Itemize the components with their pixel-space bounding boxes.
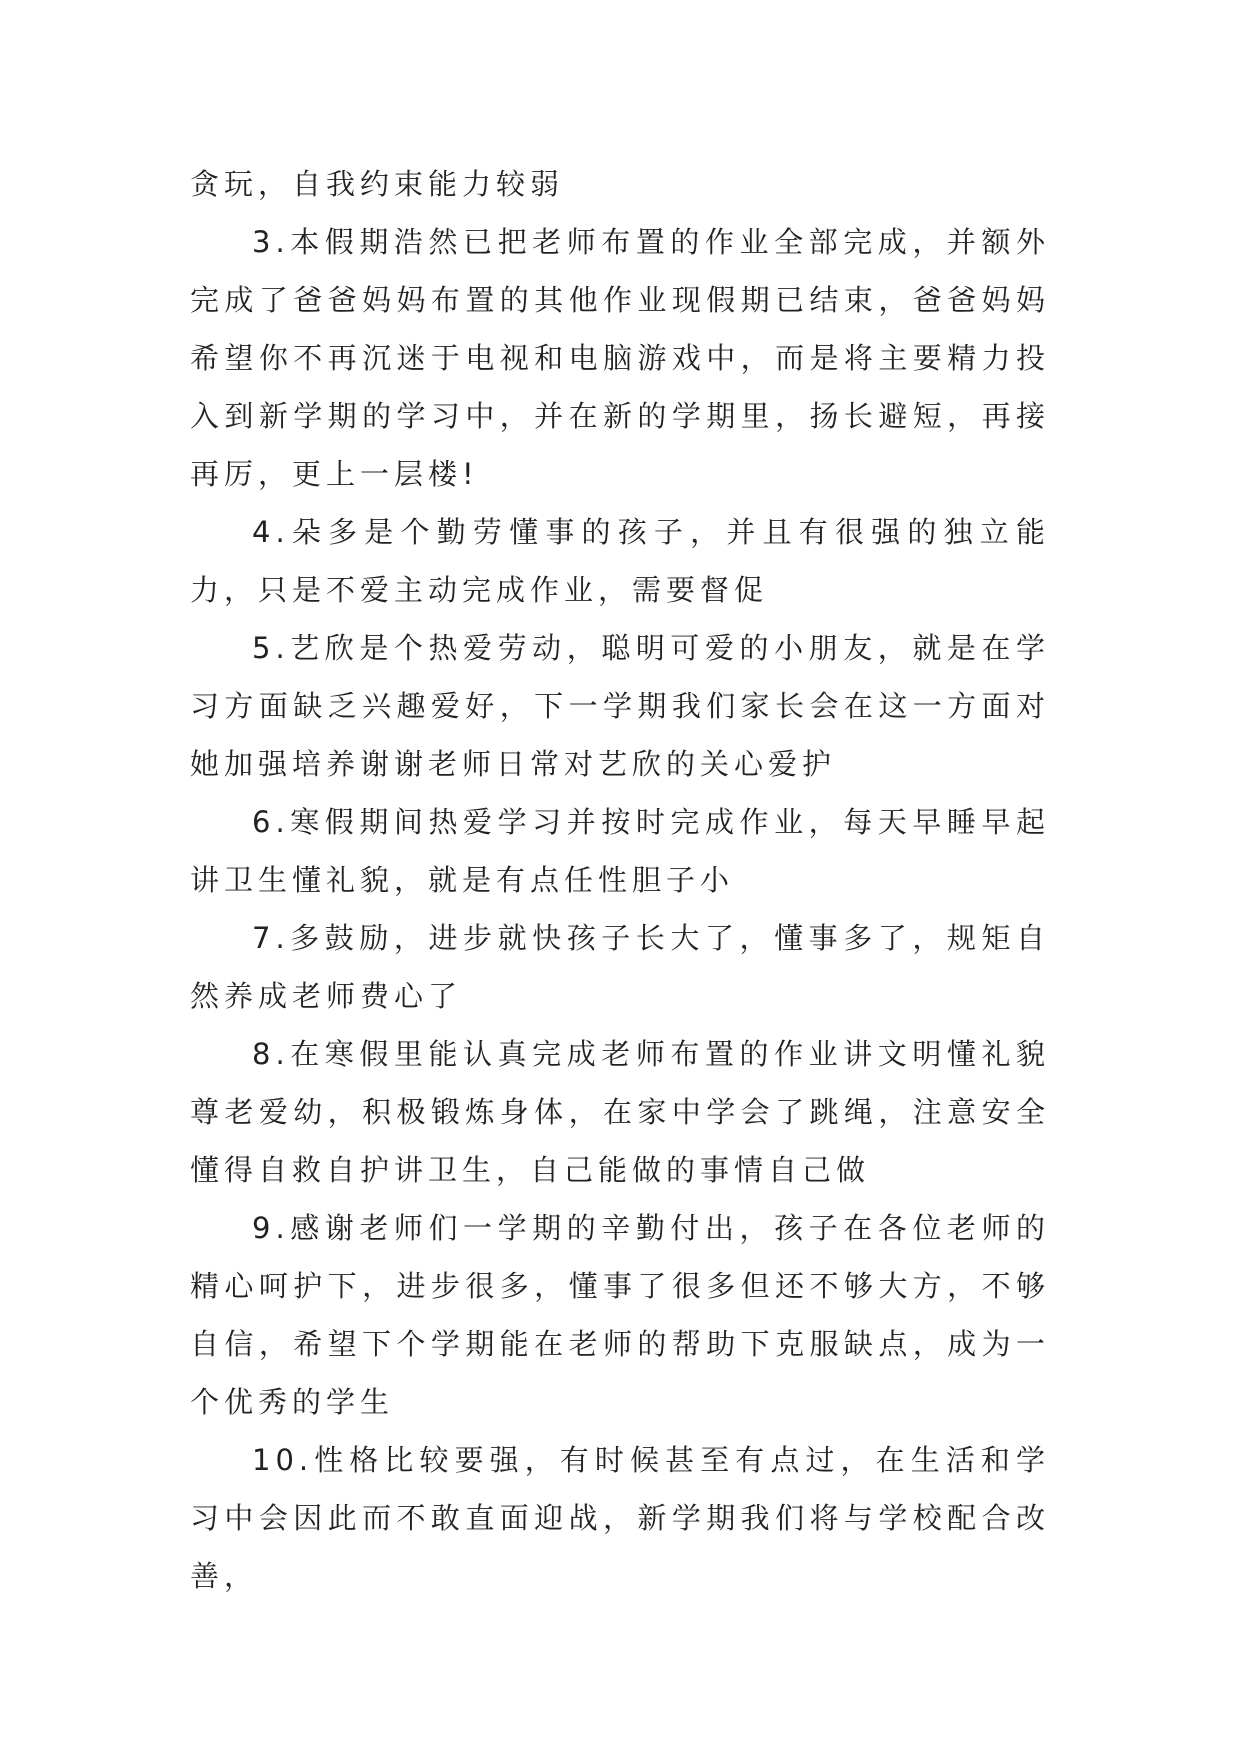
paragraph-item-3: 3.本假期浩然已把老师布置的作业全部完成，并额外完成了爸爸妈妈布置的其他作业现假期已结束，爸爸妈妈希望你不再沉迷于电视和电脑游戏中，而是将主要精力投入到新学期的学习中，并在新的学期里，扬长避短，再接再厉，更上一层楼! [190,225,1050,491]
paragraph-item-9: 9.感谢老师们一学期的辛勤付出，孩子在各位老师的精心呵护下，进步很多，懂事了很多但还不够大方，不够自信，希望下个学期能在老师的帮助下克服缺点，成为一个优秀的学生 [190,1211,1050,1419]
paragraph-item-8: 8.在寒假里能认真完成老师布置的作业讲文明懂礼貌尊老爱幼，积极锻炼身体，在家中学会了跳绳，注意安全懂得自救自护讲卫生，自己能做的事情自己做 [190,1037,1050,1187]
paragraph-item-6: 6.寒假期间热爱学习并按时完成作业，每天早睡早起讲卫生懂礼貌，就是有点任性胆子小 [190,805,1050,897]
paragraph-item-7: 7.多鼓励，进步就快孩子长大了，懂事多了，规矩自然养成老师费心了 [190,921,1050,1013]
paragraph-continued: 贪玩，自我约束能力较弱 [190,167,565,201]
document-body [190,155,1050,1605]
paragraph-item-5: 5.艺欣是个热爱劳动，聪明可爱的小朋友，就是在学习方面缺乏兴趣爱好，下一学期我们家长会在这一方面对她加强培养谢谢老师日常对艺欣的关心爱护 [190,631,1050,781]
paragraph-item-4: 4.朵多是个勤劳懂事的孩子，并且有很强的独立能力，只是不爱主动完成作业，需要督促 [190,515,1050,607]
paragraph-item-10: 10.性格比较要强，有时候甚至有点过，在生活和学习中会因此而不敢直面迎战，新学期我们将与学校配合改善， [190,1443,1050,1593]
